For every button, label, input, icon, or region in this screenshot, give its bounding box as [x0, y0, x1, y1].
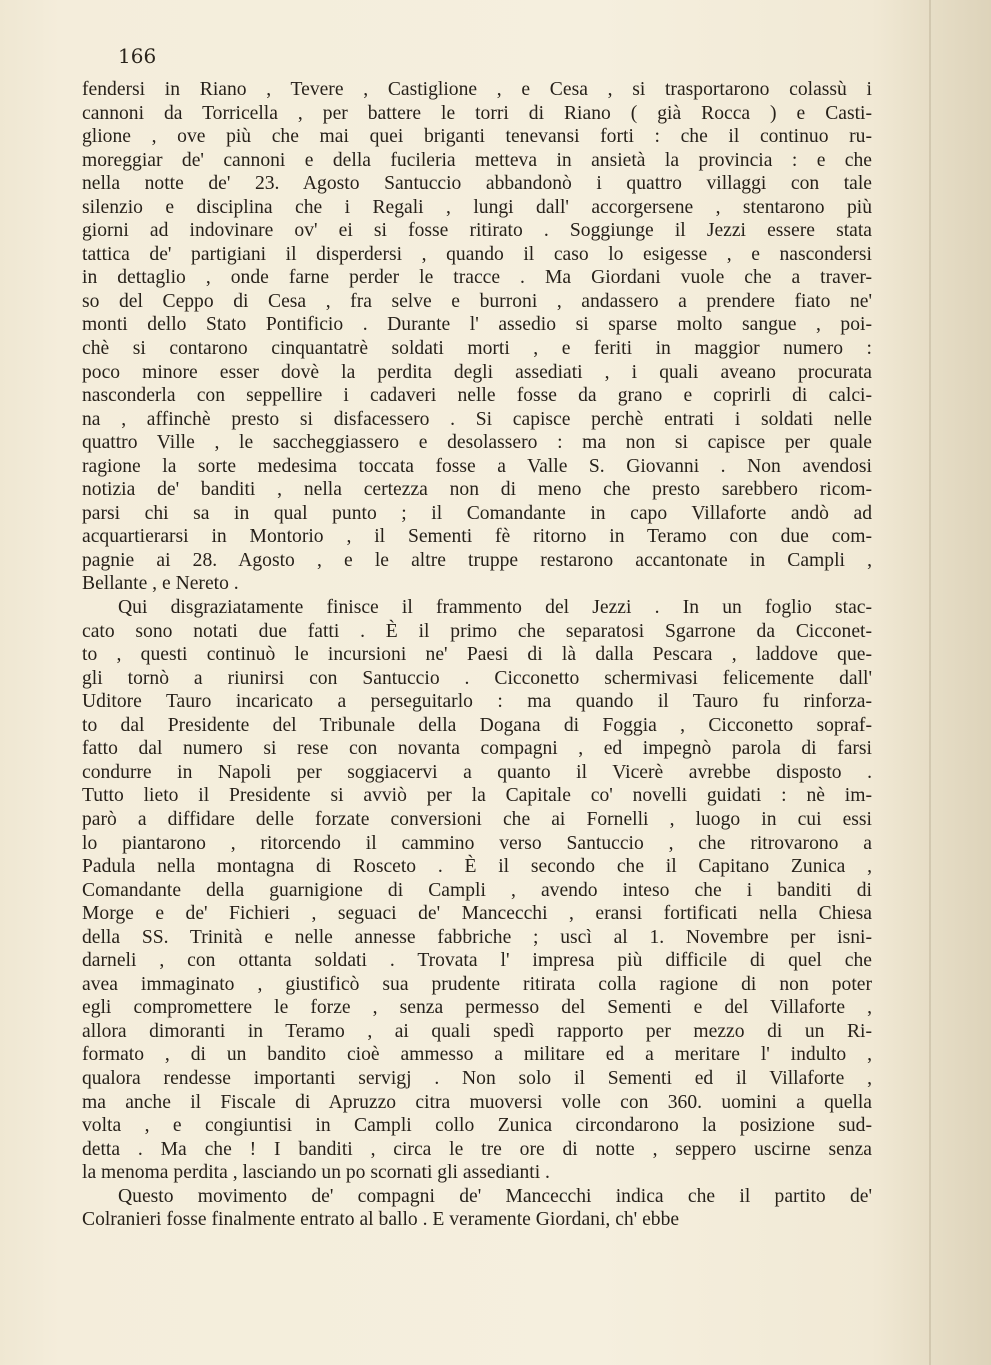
text-line: quattro Ville , le saccheggiassero e desolassero : ma non si capisce per quale [82, 432, 872, 454]
text-line: Comandante della guarnigione di Campli , avendo inteso che i banditi di [82, 879, 872, 901]
text-line: Morge e de' Fichieri , seguaci de' Mancecchi , eransi fortificati nella Chiesa [82, 903, 872, 925]
text-line: ma anche il Fiscale di Apruzzo citra muoversi volle con 360. uomini a quella [82, 1091, 872, 1113]
text-line: to , questi continuò le incursioni ne' Paesi di là dalla Pescara , laddove que- [82, 644, 872, 666]
text-line: Questo movimento de' compagni de' Mancecchi indica che il partito de' [118, 1185, 872, 1207]
text-line: qualora rendesse importanti servigj . Non solo il Sementi ed il Villaforte , [82, 1067, 872, 1089]
text-line: nasconderla con seppellire i cadaveri nelle fosse da grano e coprirli di calci- [82, 385, 872, 407]
text-line: Colranieri fosse finalmente entrato al ballo . E veramente Giordani, ch' ebbe [82, 1209, 680, 1231]
text-line: lo piantarono , ritorcendo il cammino verso Santuccio , che ritrovarono a [82, 832, 872, 854]
text-line: notizia de' banditi , nella certezza non di meno che presto sarebbero ricom- [82, 479, 872, 501]
text-line: avea immaginato , giustificò sua prudente ritirata colla ragione di non poter [82, 973, 872, 995]
text-line: so del Ceppo di Cesa , fra selve e burroni , andassero a prendere fiato ne' [82, 290, 872, 312]
text-line: giorni ad indovinare ov' ei si fosse ritirato . Soggiunge il Jezzi essere stata [82, 220, 872, 242]
page-fold-shadow [929, 0, 931, 1365]
text-line: poco minore esser dovè la perdita degli assediati , i quali aveano procurata [82, 361, 872, 383]
text-line: condurre in Napoli per soggiacervi a quanto il Vicerè avrebbe disposto . [82, 761, 872, 783]
text-line: gli tornò a riunirsi con Santuccio . Cicconetto schermivasi felicemente dall' [82, 667, 872, 689]
text-line: in dettaglio , onde farne perder le tracce . Ma Giordani vuole che a traver- [82, 267, 872, 289]
text-line: egli compromettere le forze , senza permesso del Sementi e del Villaforte , [82, 997, 872, 1019]
text-line: Qui disgraziatamente finisce il frammento del Jezzi . In un foglio stac- [118, 597, 872, 619]
paragraph [82, 78, 872, 596]
text-line: detta . Ma che ! I banditi , circa le tre ore di notte , seppero uscirne senza [82, 1138, 872, 1160]
text-line: chè si contarono cinquantatrè soldati morti , e feriti in maggior numero : [82, 338, 872, 360]
text-line: cato sono notati due fatti . È il primo che separatosi Sgarrone da Cicconet- [82, 620, 872, 642]
text-line: allora dimoranti in Teramo , ai quali spedì rapporto per mezzo di un Ri- [82, 1020, 872, 1042]
text-line: Padula nella montagna di Rosceto . È il secondo che il Capitano Zunica , [82, 856, 872, 878]
text-line: nella notte de' 23. Agosto Santuccio abbandonò i quattro villaggi con tale [82, 173, 872, 195]
text-line: cannoni da Torricella , per battere le torri di Riano ( già Rocca ) e Casti- [82, 102, 872, 124]
text-line: na , affinchè presto si disfacessero . Si capisce perchè entrati i soldati nelle [82, 408, 872, 430]
text-line: volta , e congiuntisi in Campli collo Zunica circondarono la posizione sud- [82, 1115, 872, 1137]
text-line: pagnie ai 28. Agosto , e le altre truppe restarono accantonate in Campli , [82, 549, 872, 571]
text-line: fatto dal numero si rese con novanta compagni , ed impegnò parola di farsi [82, 738, 872, 760]
text-line: parsi chi sa in qual punto ; il Comandante in capo Villaforte andò ad [82, 502, 872, 524]
text-line: la menoma perdita , lasciando un po scornati gli assedianti . [82, 1162, 550, 1184]
text-line: darneli , con ottanta soldati . Trovata l' impresa più difficile di quel che [82, 950, 872, 972]
text-line: formato , di un bandito cioè ammesso a militare ed a meritare l' indulto , [82, 1044, 872, 1066]
text-line: to dal Presidente del Tribunale della Dogana di Foggia , Cicconetto sopraf- [82, 714, 872, 736]
page-number: 166 [118, 44, 157, 68]
text-line: fendersi in Riano , Tevere , Castiglione , e Cesa , si trasportarono colassù i [82, 79, 872, 100]
text-line: acquartierarsi in Montorio , il Sementi fè ritorno in Teramo con due com- [82, 526, 872, 548]
text-line: glione , ove più che mai quei briganti tenevansi forti : che il continuo ru- [82, 126, 872, 148]
text-line: ragione la sorte medesima toccata fosse a Valle S. Giovanni . Non avendosi [82, 455, 872, 477]
text-line: tattica de' partigiani il disperdersi , quando il caso lo esigesse , e nascondersi [82, 243, 872, 265]
text-line: silenzio e disciplina che i Regali , lungi dall' accorgersene , stentarono più [82, 196, 872, 218]
text-line: Bellante , e Nereto . [82, 573, 239, 595]
text-line: della SS. Trinità e nelle annesse fabbriche ; uscì al 1. Novembre per isni- [82, 926, 872, 948]
paragraph [82, 1185, 872, 1232]
paragraph [82, 596, 872, 1185]
body-text [82, 78, 872, 1232]
text-line: moreggiar de' cannoni e della fucileria metteva in ansietà la provincia : e che [82, 149, 872, 171]
text-line: monti dello Stato Pontificio . Durante l' assedio si sparse molto sangue , poi- [82, 314, 872, 336]
text-line: parò a diffidare delle forzate conversioni che ai Fornelli , luogo in cui essi [82, 808, 872, 830]
text-line: Tutto lieto il Presidente si avviò per la Capitale co' novelli guidati : nè im- [82, 785, 872, 807]
text-line: Uditore Tauro incaricato a perseguitarlo : ma quando il Tauro fu rinforza- [82, 691, 872, 713]
